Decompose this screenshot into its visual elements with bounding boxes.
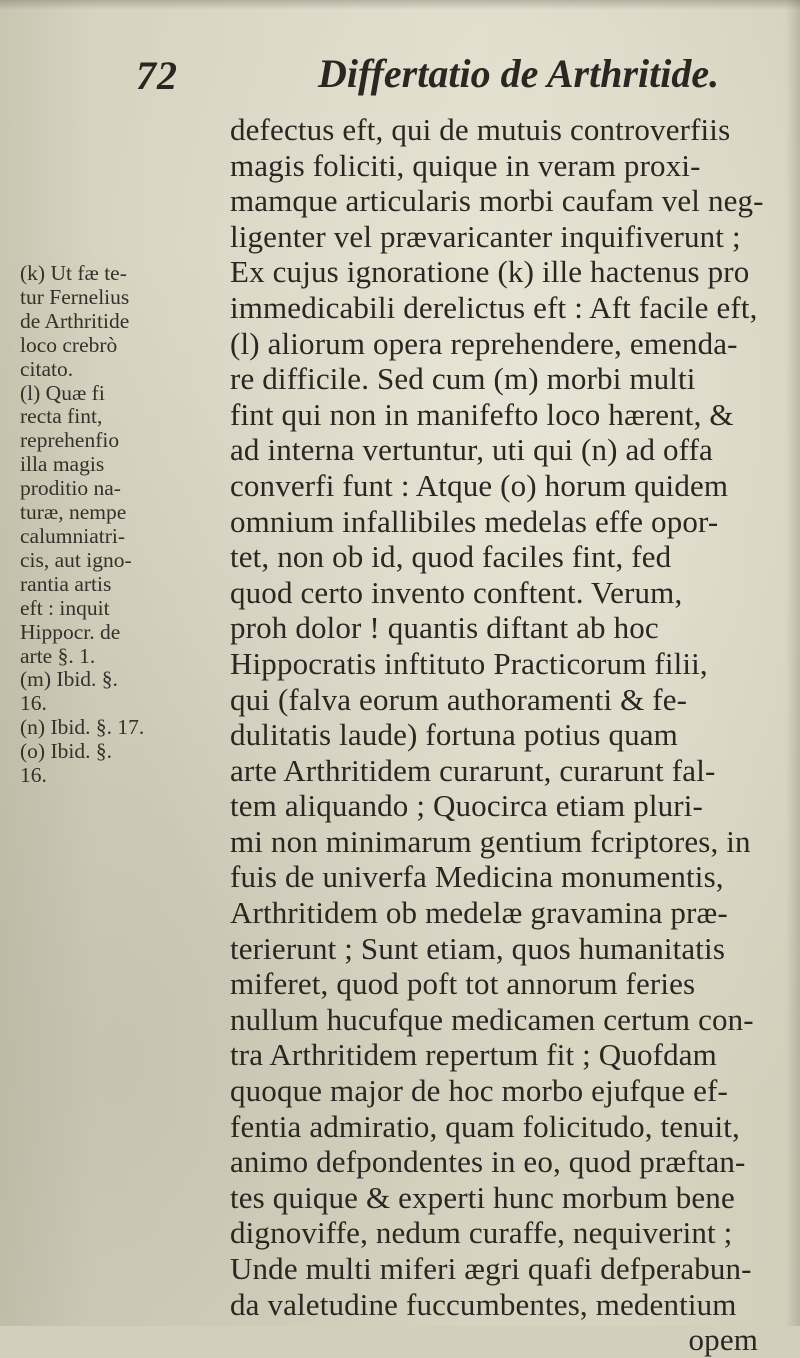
text-line: miferet, quod poft tot annorum feries [230,966,696,1002]
text-line: fint qui non in manifefto loco hærent, & [230,396,734,432]
margin-note-line: de Arthritide [20,308,130,333]
text-line: converfi funt : Atque (o) horum quidem [230,467,729,503]
text-line: proh dolor ! quantis diftant ab hoc [230,610,659,646]
text-line: magis foliciti, quique in veram proxi- [230,147,701,183]
main-text-block [230,112,788,1358]
margin-note-line: 16. [20,763,47,788]
text-line: (l) aliorum opera reprehendere, emenda- [230,325,738,361]
running-head: Differtatio de Arthritide. [318,51,720,96]
margin-note-line: arte §. 1. [20,643,96,668]
margin-note-line: citato. [20,356,74,381]
margin-note-line: tur Fernelius [20,284,130,309]
margin-notes [20,262,230,788]
text-line: omnium infallibiles medelas effe opor- [230,503,719,539]
text-line: Ex cujus ignoratione (k) ille hactenus pro [230,254,750,290]
text-line: immedicabili derelictus eft : Aft facile eft, [230,289,758,325]
margin-note-line: eft : inquit [20,595,110,620]
margin-note-line: (n) Ibid. §. 17. [20,715,145,740]
text-line: mi non minimarum gentium fcriptores, in [230,823,751,859]
text-line: tet, non ob id, quod faciles fint, fed [230,539,672,575]
margin-note-line: reprehenfio [20,428,120,453]
text-line: tem aliquando ; Quocirca etiam pluri- [230,788,703,824]
text-line: re difficile. Sed cum (m) morbi multi [230,361,696,397]
margin-note-line: calumniatri- [20,523,126,548]
text-line: quoque major de hoc morbo ejufque ef- [230,1073,728,1109]
margin-note-line: proditio na- [20,476,121,501]
text-line: nullum hucufque medicamen certum con- [230,1001,754,1037]
page-top-shadow [0,0,800,10]
margin-note-line: (l) Quæ fi [20,380,105,405]
text-line: tra Arthritidem repertum fit ; Quofdam [230,1037,717,1073]
text-line: dulitatis laude) fortuna potius quam [230,717,678,753]
text-line: ligenter vel prævaricanter inquifiverunt ; [230,218,741,254]
text-line: fentia admiratio, quam folicitudo, tenuit, [230,1108,740,1144]
text-line: fuis de univerfa Medicina monumentis, [230,859,724,895]
text-line: Unde multi miferi ægri quafi defperabun- [230,1251,752,1286]
margin-note-line: rantia artis [20,571,112,596]
text-line: animo defpondentes in eo, quod præftan- [230,1144,746,1180]
catchword: opem [688,1322,758,1358]
margin-note-line: cis, aut igno- [20,547,132,572]
margin-note-line: recta fint, [20,404,103,429]
page-right-shadow [786,0,800,1326]
margin-note-line: (m) Ibid. §. [20,667,118,692]
margin-note-line: illa magis [20,452,105,477]
margin-note-line: (k) Ut fæ te- [20,261,127,285]
margin-note-line: (o) Ibid. §. [20,739,112,764]
text-line: quod certo invento conftent. Verum, [230,574,683,610]
text-line: dignoviffe, nedum curaffe, nequiverint ; [230,1215,733,1251]
margin-note-line: 16. [20,691,47,716]
text-line: tes quique & experti hunc morbum bene [230,1179,735,1215]
text-line: arte Arthritidem curarunt, curarunt fal- [230,752,716,788]
margin-note-line: Hippocr. de [20,619,121,644]
text-line: ad interna vertuntur, uti qui (n) ad offa [230,432,713,468]
page-number: 72 [136,53,178,98]
text-line: defectus eft, qui de mutuis controverfiis [230,112,731,147]
margin-note-line: loco crebrò [20,332,118,357]
text-line: da valetudine fuccumbentes, medentium [230,1286,737,1322]
text-line: Hippocratis inftituto Practicorum filii, [230,645,708,681]
margin-note-line: turæ, nempe [20,500,127,525]
text-line: terierunt ; Sunt etiam, quos humanitatis [230,930,726,966]
text-line: mamque articularis morbi caufam vel neg- [230,183,764,219]
text-line: qui (falva eorum authoramenti & fe- [230,681,688,717]
text-line: Arthritidem ob medelæ gravamina præ- [230,895,728,931]
